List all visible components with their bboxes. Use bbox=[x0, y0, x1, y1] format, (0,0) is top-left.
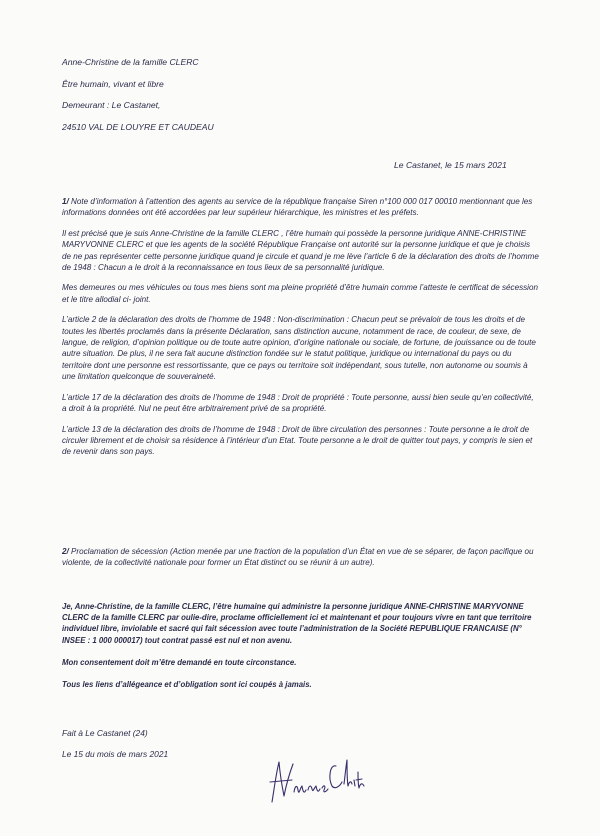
consent-statement: Mon consentement doit m’être demandé en toute circonstance. bbox=[62, 657, 297, 667]
section-1-intro-text: Note d’information à l’attention des agents au service de la république française Siren n°100 000 017 00010 mentionnant que les informations données ont été accordées par leur supérieur hiérarchique, les ministres et les préfets. bbox=[62, 197, 533, 218]
section-1-number: 1/ bbox=[62, 197, 69, 206]
section-2 bbox=[62, 546, 540, 569]
secession-declaration: Je, Anne-Christine, de la famille CLERC, l’être humaine qui administre la personne juridique ANNE-CHRISTINE MARYVONNE CLERC de la famille CLERC par oulie-dire, proclame officiellement ici et maintenant et pour toujours vivre en tant que territoire individuel libre, inviolable et sacré qui fait sécession avec toute l’administration de la Société REPUBLIQUE FRANCAISE (N° INSEE : 1 000 000017) tout contrat passé est nul et non avenu. bbox=[62, 602, 532, 645]
sender-name: Anne-Christine de la famille CLERC bbox=[62, 57, 199, 67]
sender-block bbox=[62, 56, 214, 142]
section-1-intro bbox=[62, 196, 540, 219]
section-2-text: Proclamation de sécession (Action menée par une fraction de la population d’un État en vue de se séparer, de façon pacifique ou violente, de la collectivité nationale pour former un État distinct ou se réunir à un autre). bbox=[62, 547, 534, 568]
sender-residence: Demeurant : Le Castanet, bbox=[62, 100, 161, 110]
closing-place: Fait à Le Castanet (24) bbox=[62, 728, 148, 738]
handwritten-signature bbox=[262, 752, 372, 810]
paragraph-article-17: L’article 17 de la déclaration des droits de l’homme de 1948 : Droit de propriété : Toute personne, aussi bien seule qu’en collectivité, a droit à la propriété. Nul ne peut être arbitrairement privé de sa propriété. bbox=[62, 392, 534, 414]
closing-date: Le 15 du mois de mars 2021 bbox=[62, 749, 169, 759]
letter-date: Le Castanet, le 15 mars 2021 bbox=[394, 160, 507, 170]
section-1 bbox=[62, 196, 540, 467]
closing-block bbox=[62, 727, 168, 769]
paragraph-legal-person: Il est précisé que je suis Anne-Christine de la famille CLERC , l’être humain qui possède la personne juridique ANNE-CHRISTINE MARYVONNE CLERC et que les agents de la société République Française ont autorité sur la personne juridique et que je choisis de ne pas représenter cette personne juridique quand je circule et quand je me lève l’article 6 de la déclaration des droits de l’homme de 1948 : Chacun a le droit à la reconnaissance en tous lieux de sa personnalité juridique. bbox=[62, 228, 539, 273]
section-3 bbox=[62, 601, 540, 702]
paragraph-article-2: L’article 2 de la déclaration des droits de l’homme de 1948 : Non-discrimination : Chacun peut se prévaloir de tous les droits et de toutes les libertés proclamés dans la présente Déclaration, sans distinction aucune, notamment de race, de couleur, de sexe, de langue, de religion, d’opinion politique ou de toute autre opinion, d’origine nationale ou sociale, de fortune, de jouissance ou de toute autre situation. De plus, il ne sera fait aucune distinction fondée sur le statut politique, juridique ou international du pays ou du territoire dont une personne est ressortissante, que ce pays ou territoire soit indépendant, sous tutelle, non autonome ou soumis à une limitation quelconque de souveraineté. bbox=[62, 315, 536, 382]
sender-status: Être humain, vivant et libre bbox=[62, 78, 164, 89]
paragraph-property: Mes demeures ou mes véhicules ou tous mes biens sont ma pleine propriété d’être humain comme l’atteste le certificat de sécession et le titre allodial ci- joint. bbox=[62, 283, 538, 304]
section-2-number: 2/ bbox=[62, 547, 69, 556]
bonds-statement: Tous les liens d’allégeance et d’obligation sont ici coupés à jamais. bbox=[62, 680, 312, 690]
paragraph-article-13: L’article 13 de la déclaration des droits de l’homme de 1948 : Droit de libre circulation des personnes : Toute personne a le droit de circuler librement et de choisir sa résidence à l’intérieur d’un Etat. Toute personne a le droit de quitter tout pays, y compris le sien et de revenir dans son pays. bbox=[62, 424, 533, 457]
sender-address: 24510 VAL DE LOUYRE ET CAUDEAU bbox=[62, 121, 214, 132]
